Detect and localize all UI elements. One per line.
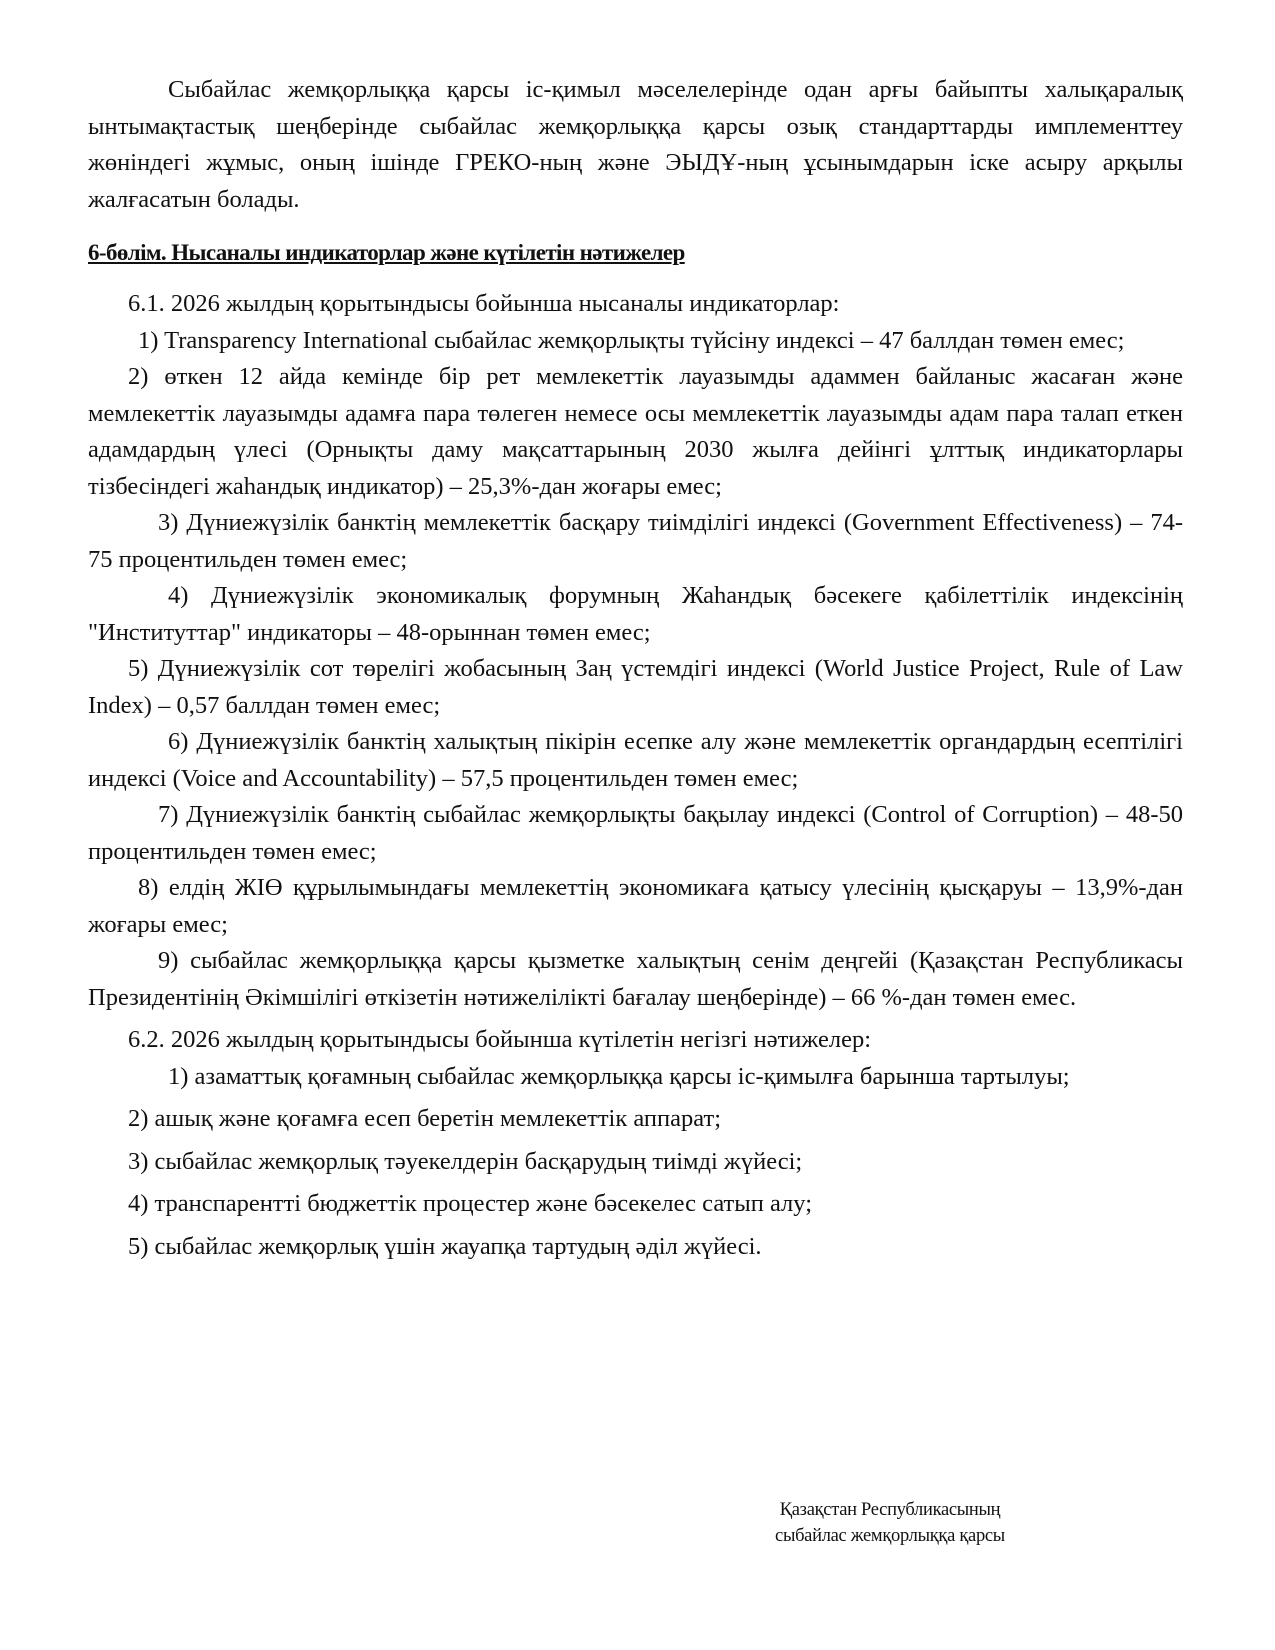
target-item-4: 4) Дүниежүзілік экономикалық форумның Жаһандық бәсекеге қабілеттілік индексінің "Институттар" индикаторы – 48-орыннан төмен емес;: [88, 582, 1183, 646]
targets-title: 6.1. 2026 жылдың қорытындысы бойынша нысаналы индикаторлар:: [128, 290, 840, 317]
target-item-3: 3) Дүниежүзілік банктің мемлекеттік басқару тиімділігі индексі (Government Effectiveness) – 74-75 процентильден төмен емес;: [88, 509, 1183, 573]
target-item-7: 7) Дүниежүзілік банктің сыбайлас жемқорлықты бақылау индексі (Control of Corruption) – 48-50 процентильден төмен емес;: [88, 801, 1183, 865]
target-item-1: 1) Transparency International сыбайлас жемқорлықты түйсіну индексі – 47 баллдан төмен емес;: [138, 326, 1125, 354]
footer-line-2: сыбайлас жемқорлыққа қарсы: [775, 1526, 1005, 1546]
target-item-6: 6) Дүниежүзілік банктің халықтың пікірін есепке алу және мемлекеттік органдардың есептілігі индексі (Voice and Accountability) – 57,5 процентильден төмен емес;: [88, 728, 1183, 792]
footer-line-1: Қазақстан Республикасының: [779, 1500, 1001, 1520]
result-item-4: 4) транспарентті бюджеттік процестер және бәсекелес сатып алу;: [128, 1190, 813, 1217]
section-heading: 6-бөлім. Нысаналы индикаторлар және күтілетін нәтижелер: [88, 240, 685, 265]
result-item-5: 5) сыбайлас жемқорлық үшін жауапқа тартудың әділ жүйесі.: [128, 1232, 762, 1260]
results-title: 6.2. 2026 жылдың қорытындысы бойынша күтілетін негізгі нәтижелер:: [128, 1026, 872, 1053]
document-page: [88, 72, 1183, 1265]
target-item-9: 9) сыбайлас жемқорлыққа қарсы қызметке халықтың сенім деңгейі (Қазақстан Республикасы Президентінің Әкімшілігі өткізетін нәтижелілікті бағалау шеңберінде) – 66 %-дан төмен емес.: [88, 947, 1183, 1011]
intro-paragraph: Сыбайлас жемқорлыққа қарсы іс-қимыл мәселелерінде одан арғы байыпты халықаралық ынтымақтастық шеңберінде сыбайлас жемқорлыққа қарсы озық стандарттарды имплементтеу жөніндегі жұмыс, оның ішінде ГРЕКО-ның және ЭЫДҰ-ның ұсынымдарын іске асыру арқылы жалғасатын болады.: [88, 76, 1183, 213]
result-item-2: 2) ашық және қоғамға есеп беретін мемлекеттік аппарат;: [128, 1105, 722, 1132]
target-item-5: 5) Дүниежүзілік сот төрелігі жобасының Заң үстемдігі индексі (World Justice Project, Rule of Law Index) – 0,57 баллдан төмен емес;: [88, 655, 1183, 719]
target-item-2: 2) өткен 12 айда кемінде бір рет мемлекеттік лауазымды адаммен байланыс жасаған және мемлекеттік лауазымды адамға пара төлеген немесе осы мемлекеттік лауазымды адам пара талап еткен адамдардың үлесі (Орнықты даму мақсаттарының 2030 жылға дейінгі ұлттық индикаторлары тізбесіндегі жаһандық индикатор) – 25,3%-дан жоғары емес;: [88, 363, 1183, 500]
footer-note: [700, 1497, 1080, 1549]
result-item-3: 3) сыбайлас жемқорлық тәуекелдерін басқарудың тиімді жүйесі;: [128, 1147, 803, 1175]
target-item-8: 8) елдің ЖІӨ құрылымындағы мемлекеттің экономикаға қатысу үлесінің қысқаруы – 13,9%-дан жоғары емес;: [88, 874, 1183, 938]
result-item-1: 1) азаматтық қоғамның сыбайлас жемқорлыққа қарсы іс-қимылға барынша тартылуы;: [168, 1062, 1070, 1090]
